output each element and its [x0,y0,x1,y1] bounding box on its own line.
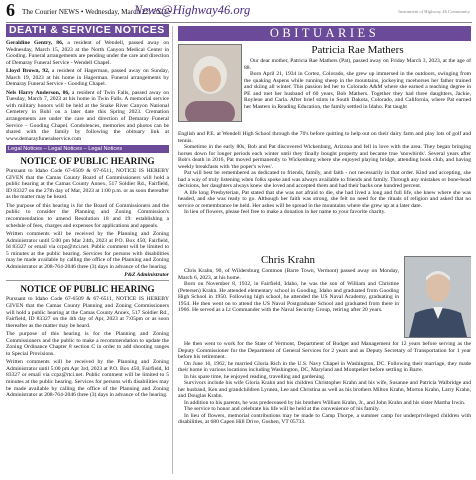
notice-divider [6,280,169,281]
obituaries-heading: OBITUARIES [178,26,471,41]
obituary-photo-chris [404,256,471,338]
obituary-paragraph: Survivors include his wife Gloria Krahn and his children Christopher Krahn and his wife, Susanne and Patricia Walbridge and her husband, Ken and grandchildren Lynnea, Lee and Christina as well as his brothers Milton Krahn, Morton Krahn, Larry Krahn, and Douglas Krahn. [178,380,471,399]
page-number: 6 [6,0,15,20]
header-tagline: Instrument of Highway 46 Community [398,9,470,14]
obituary-paragraph: The service to honor and celebrate his life will be held at the convenience of his family. [184,406,380,412]
obituary-paragraph: In addition to his parents, he was predeceased by his brothers William Krahn, Jr., and John Krahn and his sister Martha Irwin. [184,399,466,406]
death-notice [6,90,169,142]
hearing-1-paragraph: The purpose of this hearing is for the Board of Commissioners and the public to consider the Planning and Zoning Commission's recommendation to amend Resolution 18 and 19: establishing a schedule of fees, charges and expenses for applications and appeals. [6,202,169,229]
obituary-paragraph: On June 16, 1962, he married Gloria Rich in the U.S. Navy Chapel in Washington, DC. Following their marriage, they made their home in various locations including Washington, DC, Maryland and Montpelier before settling in Barre. [178,360,471,373]
obituary-paragraph: In lieu of flowers, memorial contributions may be made to Camp Thorpe, a summer camp for underprivileged children with disabilities, at 680 Capen Hill Drive, Goshen, VT 05733. [178,412,471,425]
obituary-paragraph: A life long Presbyterian, Pat stated that she was not afraid to die, she had lived a long and full life, she knew where she was headed, and she was ready to go. Although her faith was strong, she felt no need for the rituals of religion and asked that no service or remembrance be held. Her ashes will be spread in the mountains where she grew up at a later date. [178,189,471,209]
death-notice [6,68,169,88]
hearing-2-paragraph: Pursuant to Idaho Code 67-6509 & 67-6511, NOTICE IS HEREBY GIVEN that the Camas County Planning and Zoning Commissioners will hold a public hearing at the Camas County Annex, 517 Soldier Rd., Fairfield, ID 83327 on the 4th day of Apr, 2023 at 7:05pm or as soon thereafter as the matter may be heard. [6,296,169,329]
obituary-paragraph: In lieu of flowers, please feel free to make a donation in her name to your favorite charity. [184,209,386,215]
obituary-paragraph: He then went to work for the State of Vermont, Department of Budget and Management for 12 years before serving as the Deputy Commissioner for the Department of General Services for 2 years and as Deputy Secretary of Transportation for 1 year before his retirement. [178,341,471,360]
death-notice-name: Lloyd Brown, 92, [6,68,50,75]
portrait-woman-icon [179,45,241,121]
obituary-paragraph: In his spare time, he enjoyed reading, travelling and gardening. [184,373,326,380]
death-notice-text: a resident of Hagerman, passed away on Sunday, March 19, 2023 at his home in Hagerman. Funeral arrangements by Demaray Funeral Service - Gooding Chapel. [6,68,169,88]
obituary-paragraph: Our dear mother, Patricia Rae Mathers (Pat), passed away on Friday March 3, 2023, at the age of 88. [244,58,471,71]
hearing-1-title: NOTICE OF PUBLIC HEARING [20,156,155,167]
left-column [6,24,169,474]
obituary-text-column [244,58,471,110]
hearing-2-paragraph: Written comments will be received by the Planning and Zoning Administrator until 5:00 pm Apr 3rd, 2023 at P.O. Box 450, Fairfield, Id 83327 or email via ccpz@rtci.net. Public comment will be limited to 5 minutes at the public hearing. Services for persons with disabilities may be made available by calling the office of the Planning and Zoning Administrator at 208-764-2046 three (3) days in advance of the hearing. [6,359,169,399]
obituary-name-chris: Chris Krahn [260,254,316,266]
hearing-1-signature: P&Z Administrator [124,272,169,279]
death-notice-name: Geraldine Gentry, 86, [6,40,64,46]
obituary-name-patricia: Patricia Rae Mathers [311,44,404,56]
paper-date: The Courier NEWS • Wednesday, March 22, 2023 • [22,8,172,16]
death-notice-text: a resident of Twin Falls, passed away on Tuesday, March 7, 2023 at his home in Twin Falls. A memorial service with military honors will be held at the Snake River Canyon National Cemetery in Buhl on a later date this Spring 2023. Cremation arrangements are under the care and direction of Demaray Funeral Service – Gooding Chapel. Condolences, memories and photos can be shared with the family by following the obituary link at www.demarayfuneralservice.com [6,89,169,142]
right-column [178,24,471,474]
death-notice [6,40,169,66]
death-notice-text: a resident of Wendell, passed away on Wednesday, March 15, 2023 at the North Canyon Medical Center in Gooding. Funeral arrangements are pending under the care and direction of Demaray Funeral Service - Wendell Chapel. [6,40,169,66]
hearing-2-title: NOTICE OF PUBLIC HEARING [20,284,155,295]
obituary-photo-patricia [178,44,242,122]
obituary-paragraph: English and P.E. at Wendell High School through the 70's before quitting to help out on their dairy farm and play lots of golf and tennis. [178,131,471,144]
obituary-paragraph: Pat will best be remembered as dedicated to friends, family, and faith - not necessarily in that order. Kind and accepting, she had a way of truly listening when folks spoke and was always available to friends and family. Through any mistakes or bone-head decisions, her daughters always knew she loved and accepted them and had their backs one hundred percent. [178,170,471,189]
obituary-paragraph: Chris Krahn, 90, of Wildersburg Common (Barre Town, Vermont) passed away on Monday, March 6, 2023, at his home. [178,268,399,281]
obituary-text-column [178,268,399,314]
hearing-1-paragraph: Written comments will be received by the Planning and Zoning Administrator until 5:00 pm Mar 24th, 2023 at P.O. Box 450, Fairfield, Id 83327 or email via ccpz@rtci.net. Public comment will be limited to 5 minutes at the public hearing. Services for persons with disabilities may be made available by calling the office of the Planning and Zoning Administrator at 208-764-2046 three (3) days in advance of the hearing. [6,231,169,270]
hearing-2-paragraph: The purpose of this hearing is for the Planning and Zoning Commissioners and the public to make a recommendation to update the Zoning Ordinance Chapter 8 section C in order to add shooting ranges to Special Provisions. [6,331,169,357]
hearing-1-paragraph: Pursuant to Idaho Code 67-6509 & 67-6511, NOTICE IS HEREBY GIVEN that the Camas County Board of Commissioners will hold a public hearing at the Camas County Annex, 517 Soldier Rd., Fairfield, ID 83327 on the 27th day of Mar, 2023 at 1:00 p.m. or as soon thereafter as the matter may be heard. [6,168,169,201]
death-notices-heading: DEATH & SERVICE NOTICES [6,24,169,37]
obituary-text-full [178,341,471,426]
obituary-paragraph: Born on November 8, 1932, in Fairfield, Idaho, he was the son of William and Christine (Petersen) Krahn. He attended elementary school in Gooding, Idaho and graduated from Gooding High School in 1950. Following high school, he attended the US Naval Academy, graduating in 1954. He then went on to attend the US Naval Postgraduate School and graduated from there in 1966. He served as a Lt Commander with the Naval Security Group, retiring after 20 years. [178,281,399,313]
header-divider [6,22,472,23]
page-header [6,2,472,24]
obituary-paragraph: Sometime in the early 80s, Bob and Pat discovered Wickenburg, Arizona and fell in love with the area. They began bringing horses down for longer periods each winter until they finally bought property and became true 'snowbirds'. Several years after Bob's death in 2016, Pat moved permanently to Wickenburg where she enjoyed playing bridge, attending book club, and having weekly breakfasts with 'the poper's wives'. [178,144,471,170]
site-email-link[interactable]: News@Highway46.org [134,3,251,17]
obituary-paragraph: Born April 21, 1934 in Cortez, Colorado, she grew up immersed in the outdoors, swinging from the quaking Aspens while running sheep in the mountains, jockeying racehorses her father trained and skiing all winter. This passion led her to Colorado A&M where she earned a teaching degree in PE and met her husband of 60 years, Bob Mathers. Together they had three daughters, Jackie, Roylene and Carla. After brief stints in South Dakota, Colorado, and California, where Pat earned her Masters in Reading Education, the family settled in Idaho. Pat taught [244,71,471,110]
column-divider [172,26,173,474]
portrait-man-icon [405,257,471,337]
legal-notices-bar: Legal Notices – Legal Notices – Legal Notices [6,145,169,153]
obituary-text-full [178,131,471,216]
death-notice-name: Nels Harry Anderson, 86, [6,89,70,96]
